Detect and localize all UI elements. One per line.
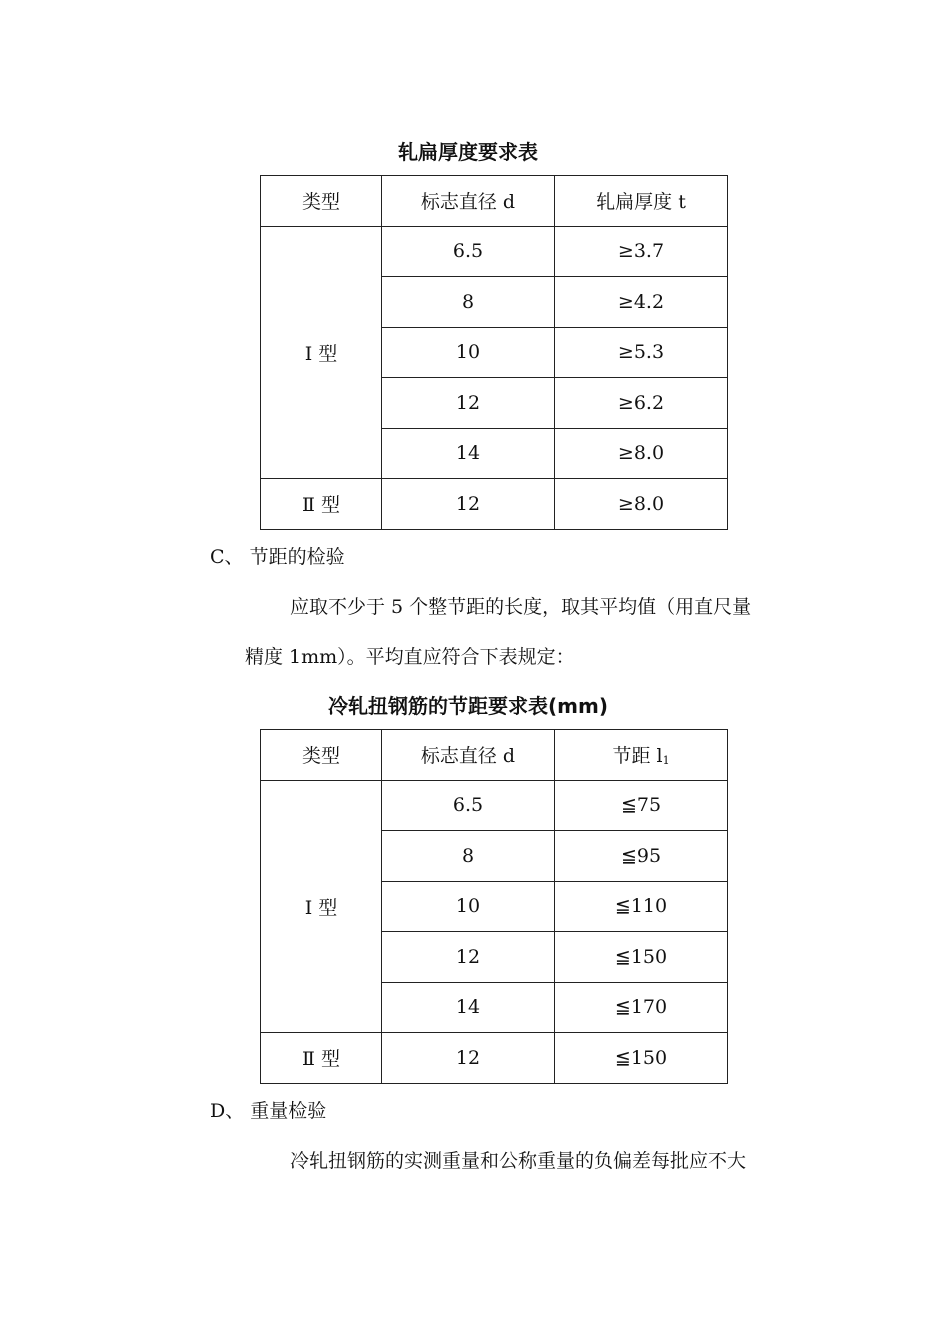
pitch-header-text: 节距 l: [612, 745, 663, 768]
header-cell: 轧扁厚度 t: [555, 176, 728, 227]
value-cell: ≥5.3: [555, 327, 728, 378]
section-d-heading: D、 重量检验: [210, 1100, 327, 1122]
header-cell: 类型: [261, 730, 382, 781]
value-cell: ≥4.2: [555, 277, 728, 328]
type-cell: Ⅱ 型: [261, 479, 382, 530]
header-cell: [555, 730, 728, 781]
value-cell: ≦95: [555, 831, 728, 882]
diameter-cell: 8: [382, 277, 555, 328]
value-cell: ≦150: [555, 1033, 728, 1084]
diameter-cell: 6.5: [382, 226, 555, 277]
diameter-cell: 12: [382, 479, 555, 530]
diameter-cell: 6.5: [382, 780, 555, 831]
table-row: [261, 1033, 728, 1084]
table-row: [261, 479, 728, 530]
diameter-cell: 12: [382, 1033, 555, 1084]
type-cell: Ⅰ 型: [261, 780, 382, 1033]
diameter-cell: 14: [382, 428, 555, 479]
table-header-row: [261, 730, 728, 781]
type-cell: Ⅰ 型: [261, 226, 382, 479]
header-cell: 类型: [261, 176, 382, 227]
table1-caption: 轧扁厚度要求表: [398, 140, 538, 164]
diameter-cell: 12: [382, 378, 555, 429]
diameter-cell: 8: [382, 831, 555, 882]
value-cell: ≦75: [555, 780, 728, 831]
table2-caption: 冷轧扭钢筋的节距要求表(mm): [328, 694, 608, 718]
diameter-cell: 10: [382, 881, 555, 932]
section-c-paragraph-line1: 应取不少于 5 个整节距的长度，取其平均值（用直尺量: [290, 596, 752, 618]
diameter-cell: 12: [382, 932, 555, 983]
header-cell: 标志直径 d: [382, 176, 555, 227]
flatten-thickness-table: [260, 175, 728, 530]
header-cell: 标志直径 d: [382, 730, 555, 781]
type-cell: Ⅱ 型: [261, 1033, 382, 1084]
table-row: [261, 780, 728, 831]
table-header-row: [261, 176, 728, 227]
diameter-cell: 14: [382, 982, 555, 1033]
diameter-cell: 10: [382, 327, 555, 378]
pitch-requirement-table: [260, 729, 728, 1084]
value-cell: ≦110: [555, 881, 728, 932]
table-row: [261, 226, 728, 277]
section-c-heading: C、 节距的检验: [210, 546, 345, 568]
value-cell: ≥6.2: [555, 378, 728, 429]
section-d-paragraph-line1: 冷轧扭钢筋的实测重量和公称重量的负偏差每批应不大: [290, 1150, 747, 1172]
value-cell: ≦150: [555, 932, 728, 983]
value-cell: ≥8.0: [555, 428, 728, 479]
section-c-paragraph-line2: 精度 1mm）。平均直应符合下表规定：: [245, 646, 575, 668]
value-cell: ≥8.0: [555, 479, 728, 530]
value-cell: ≦170: [555, 982, 728, 1033]
value-cell: ≥3.7: [555, 226, 728, 277]
pitch-header-subscript: 1: [662, 754, 670, 768]
